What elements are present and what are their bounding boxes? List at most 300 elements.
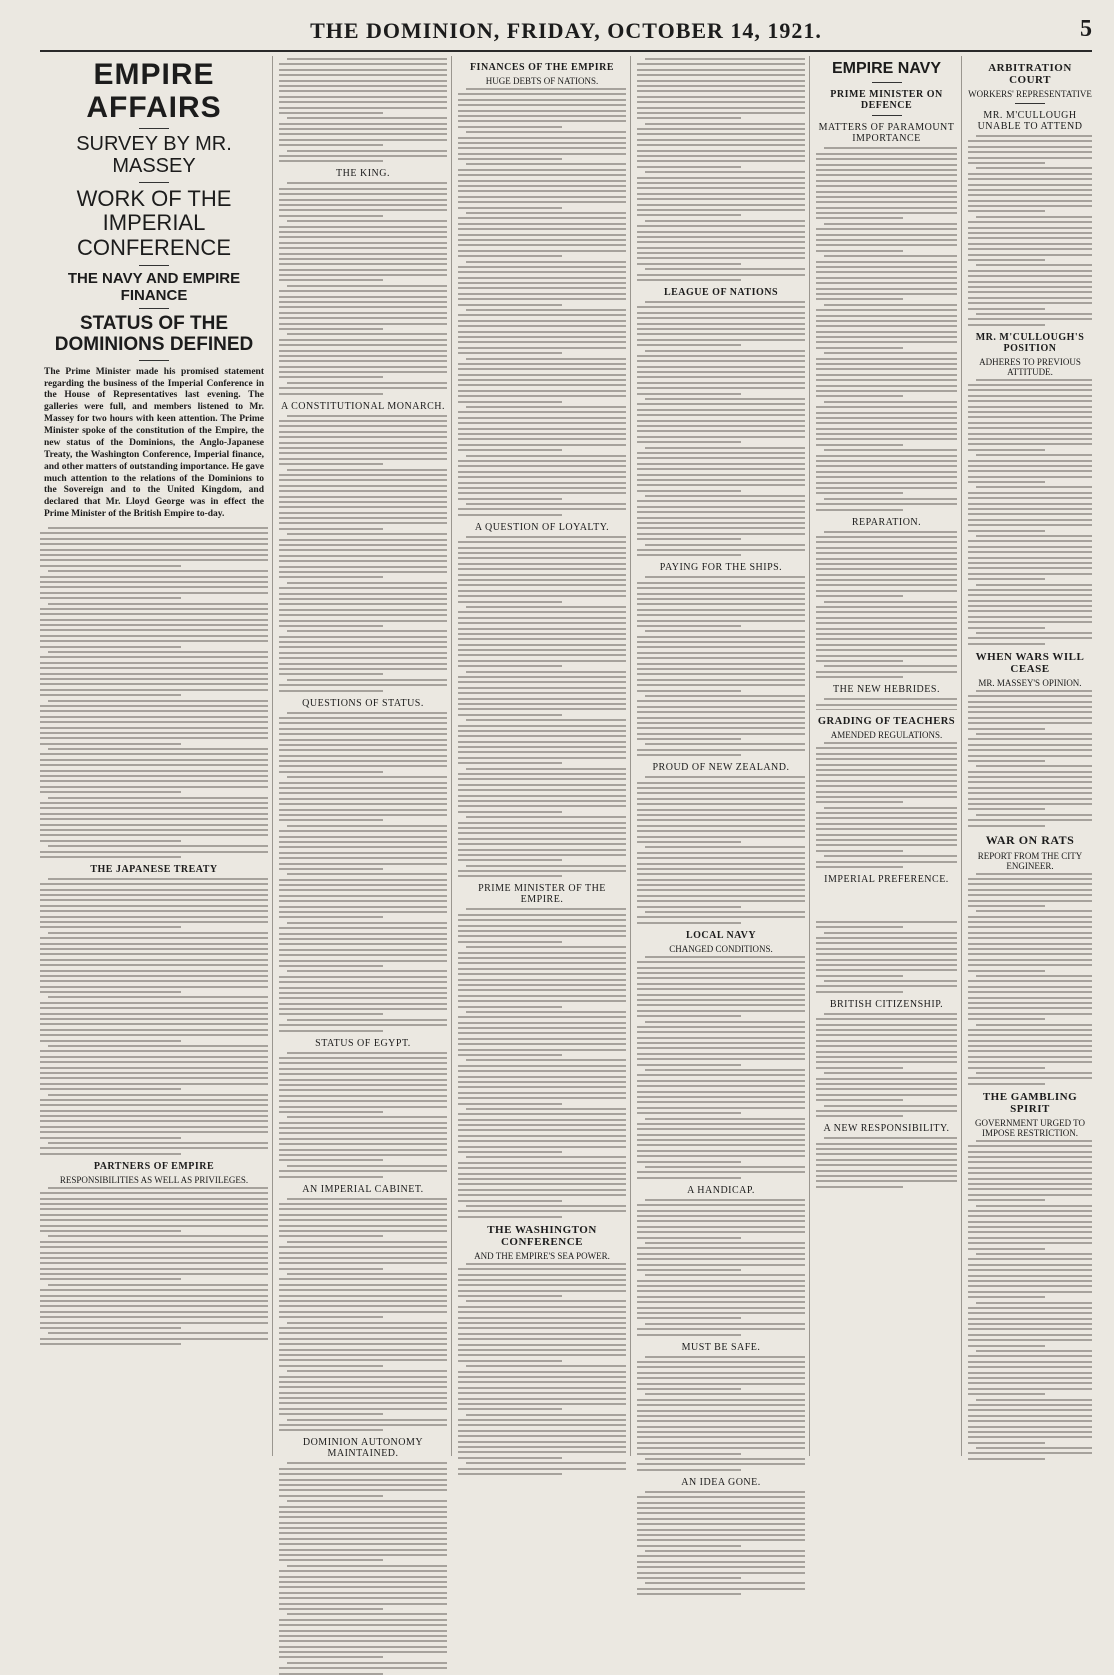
- text-line: [637, 609, 805, 611]
- text-line: [816, 644, 957, 646]
- text-line: [287, 382, 447, 384]
- article-body: [816, 531, 957, 679]
- subhead-deck: AMENDED REGULATIONS.: [830, 730, 943, 740]
- text-line: [968, 411, 1092, 413]
- text-line: [968, 1018, 1045, 1020]
- text-line: [637, 1507, 805, 1509]
- text-line: [816, 812, 957, 814]
- text-line: [968, 465, 1092, 467]
- text-line: [968, 173, 1092, 175]
- text-line: [40, 970, 268, 972]
- text-line: [279, 684, 447, 686]
- text-line: [279, 301, 447, 303]
- text-line: [279, 1376, 447, 1378]
- text-line: [968, 1013, 1092, 1015]
- subhead-british-citizenship: BRITISH CITIZENSHIP.: [829, 998, 944, 1010]
- article-intro: The Prime Minister made his promised statement regarding the business of the Imperial Conference in the House of Representatives last evening. The galleries were full, and members listened to Mr. Massey for two hours with keen attention. The Prime Minister spoke of the constitution of the Empire, the new status of the Dominions, the Anglo-Japanese Treaty, the Washington Conference, Imperial finance, and other matters of outstanding importance. He gave much attention to the relations of the Dominions to the Sovereign and to the United Kingdom, and declared that Mr. Lloyd George was in effect the Prime Minister of the British Empire to-day.: [44, 366, 264, 520]
- text-line: [40, 1278, 181, 1280]
- text-line: [279, 1143, 447, 1145]
- text-line: [968, 1248, 1045, 1250]
- text-line: [279, 506, 447, 508]
- text-line: [816, 1180, 957, 1182]
- text-line: [637, 506, 805, 508]
- text-line: [279, 636, 447, 638]
- body-paragraph: [458, 1156, 626, 1201]
- text-line: [968, 1242, 1092, 1244]
- text-line: [40, 948, 268, 950]
- text-line: [968, 200, 1092, 202]
- text-line: [968, 616, 1092, 618]
- text-line: [466, 1011, 626, 1013]
- text-line: [637, 344, 741, 346]
- text-line: [976, 733, 1092, 735]
- text-line: [458, 93, 626, 95]
- text-line: [637, 323, 805, 325]
- text-line: [645, 1550, 805, 1552]
- text-line: [645, 544, 805, 546]
- text-line: [279, 144, 383, 146]
- text-line: [968, 1415, 1092, 1417]
- text-line: [458, 638, 626, 640]
- text-line: [637, 1010, 805, 1012]
- text-line: [816, 595, 903, 597]
- text-line: [645, 911, 805, 913]
- text-line: [968, 302, 1092, 304]
- text-line: [637, 603, 805, 605]
- text-line: [637, 393, 741, 395]
- body-paragraph: [968, 975, 1092, 1020]
- text-line: [279, 107, 447, 109]
- text-line: [637, 511, 805, 513]
- text-line: [279, 1429, 383, 1431]
- text-line: [458, 584, 626, 586]
- body-paragraph: [816, 665, 957, 678]
- text-line: [637, 1372, 805, 1374]
- text-line: [40, 549, 268, 551]
- text-line: [279, 1225, 447, 1227]
- text-line: [637, 1074, 805, 1076]
- text-line: [816, 288, 957, 290]
- text-line: [458, 935, 626, 937]
- text-line: [458, 1135, 626, 1137]
- text-line: [816, 861, 957, 863]
- text-line: [458, 239, 626, 241]
- text-line: [637, 787, 805, 789]
- text-line: [816, 1024, 957, 1026]
- text-line: [458, 1216, 562, 1218]
- text-line: [458, 331, 626, 333]
- text-line: [637, 474, 805, 476]
- text-line: [968, 1156, 1092, 1158]
- text-line: [458, 735, 626, 737]
- text-line: [637, 441, 741, 443]
- text-line: [279, 296, 447, 298]
- text-line: [458, 811, 562, 813]
- text-line: [637, 182, 805, 184]
- text-line: [458, 762, 562, 764]
- text-line: [816, 471, 957, 473]
- subhead-new-hebrides: THE NEW HEBRIDES.: [833, 684, 940, 696]
- text-line: [279, 312, 447, 314]
- text-line: [40, 629, 268, 631]
- body-paragraph: [968, 454, 1092, 483]
- subhead-deck: WORKERS' REPRESENTATIVE: [968, 89, 1092, 99]
- text-line: [968, 248, 1092, 250]
- body-paragraph: [968, 1024, 1092, 1069]
- body-paragraph: [279, 333, 447, 378]
- text-line: [968, 825, 1045, 827]
- text-line: [968, 1296, 1045, 1298]
- text-line: [816, 1153, 957, 1155]
- text-line: [637, 819, 805, 821]
- text-line: [968, 524, 1092, 526]
- body-paragraph: [968, 264, 1092, 309]
- text-line: [287, 1273, 447, 1275]
- newspaper-title: THE DOMINION, FRIDAY, OCTOBER 14, 1921.: [310, 18, 822, 43]
- text-line: [637, 1436, 805, 1438]
- text-line: [458, 789, 626, 791]
- text-line: [637, 144, 805, 146]
- text-line: [40, 1029, 268, 1031]
- text-line: [40, 1050, 268, 1052]
- text-line: [279, 889, 447, 891]
- text-line: [816, 1115, 903, 1117]
- text-line: [968, 194, 1092, 196]
- text-line: [968, 189, 1092, 191]
- body-paragraph: [279, 469, 447, 530]
- text-line: [458, 914, 626, 916]
- subhead-imperial-preference: IMPERIAL PREFERENCE.: [824, 873, 949, 885]
- text-line: [968, 259, 1045, 261]
- text-line: [40, 824, 268, 826]
- text-line: [458, 660, 626, 662]
- text-line: [466, 455, 626, 457]
- text-line: [645, 398, 805, 400]
- article-body: [968, 690, 1092, 827]
- text-line: [637, 457, 805, 459]
- text-line: [824, 807, 957, 809]
- body-paragraph: [458, 1108, 626, 1153]
- divider: [872, 82, 902, 83]
- text-line: [48, 1284, 268, 1286]
- text-line: [458, 137, 626, 139]
- text-line: [637, 641, 805, 643]
- text-line: [637, 150, 805, 152]
- text-line: [637, 1539, 805, 1541]
- text-line: [279, 1122, 447, 1124]
- text-line: [279, 1295, 447, 1297]
- text-line: [458, 617, 626, 619]
- text-line: [816, 969, 957, 971]
- body-paragraph: [637, 1323, 805, 1336]
- text-line: [458, 875, 562, 877]
- text-line: [968, 953, 1092, 955]
- text-line: [279, 1592, 447, 1594]
- text-line: [279, 1640, 447, 1642]
- subhead-league-of-nations: LEAGUE OF NATIONS: [663, 287, 779, 299]
- text-line: [279, 512, 447, 514]
- body-paragraph: [816, 223, 957, 252]
- text-line: [40, 916, 268, 918]
- body-paragraph: [968, 535, 1092, 580]
- body-paragraph: [968, 216, 1092, 261]
- text-line: [287, 1116, 447, 1118]
- text-line: [816, 1045, 957, 1047]
- text-line: [637, 841, 741, 843]
- text-line: [458, 1076, 626, 1078]
- text-line: [279, 328, 383, 330]
- text-line: [40, 1338, 268, 1340]
- text-line: [279, 792, 447, 794]
- text-line: [816, 1159, 957, 1161]
- text-line: [458, 250, 626, 252]
- text-line: [458, 174, 626, 176]
- headline-war-on-rats: WAR ON RATS: [985, 832, 1075, 847]
- text-line: [458, 1327, 626, 1329]
- text-line: [279, 814, 447, 816]
- text-line: [279, 1527, 447, 1529]
- text-line: [637, 1026, 805, 1028]
- text-line: [968, 755, 1092, 757]
- text-line: [968, 1377, 1092, 1379]
- text-line: [466, 309, 626, 311]
- text-line: [968, 1040, 1092, 1042]
- text-line: [279, 1338, 447, 1340]
- headline-dominions-status: STATUS OF THE DOMINIONS DEFINED: [54, 313, 254, 356]
- text-line: [816, 1099, 903, 1101]
- text-line: [816, 839, 957, 841]
- text-line: [816, 336, 957, 338]
- body-paragraph: [279, 150, 447, 163]
- text-line: [48, 1235, 268, 1237]
- text-line: [968, 1029, 1092, 1031]
- divider: [872, 115, 902, 116]
- text-line: [458, 390, 626, 392]
- text-line: [824, 742, 957, 744]
- text-line: [816, 834, 957, 836]
- body-paragraph: [279, 679, 447, 692]
- text-line: [968, 210, 1045, 212]
- text-line: [458, 498, 562, 500]
- text-line: [40, 818, 268, 820]
- subhead-new-responsibility: A NEW RESPONSIBILITY.: [823, 1123, 950, 1135]
- text-line: [816, 1088, 957, 1090]
- text-line: [968, 237, 1092, 239]
- text-line: [637, 387, 805, 389]
- article-body: [968, 135, 1092, 326]
- subhead-proud-of-new-zealand: PROUD OF NEW ZEALAND.: [652, 762, 790, 774]
- text-line: [279, 1511, 447, 1513]
- text-line: [637, 988, 805, 990]
- text-line: [279, 841, 447, 843]
- text-line: [458, 563, 626, 565]
- text-line: [279, 1424, 447, 1426]
- text-line: [458, 1435, 626, 1437]
- text-line: [279, 976, 447, 978]
- text-line: [637, 1004, 805, 1006]
- text-line: [458, 266, 626, 268]
- text-line: [816, 487, 957, 489]
- text-line: [968, 883, 1092, 885]
- text-line: [458, 1183, 626, 1185]
- text-line: [968, 701, 1092, 703]
- text-line: [458, 784, 626, 786]
- text-line: [637, 1134, 805, 1136]
- article-body: [816, 1137, 957, 1188]
- text-line: [279, 1354, 447, 1356]
- text-line: [968, 964, 1092, 966]
- article-body: [458, 908, 626, 1217]
- text-line: [279, 916, 383, 918]
- text-line: [816, 959, 957, 961]
- text-line: [968, 1355, 1092, 1357]
- text-line: [279, 323, 447, 325]
- text-line: [816, 1051, 957, 1053]
- text-line: [816, 796, 957, 798]
- text-line: [637, 1317, 741, 1319]
- text-line: [976, 486, 1092, 488]
- text-line: [40, 732, 268, 734]
- text-line: [40, 813, 268, 815]
- text-line: [458, 395, 626, 397]
- text-line: [968, 706, 1092, 708]
- text-line: [968, 476, 1092, 478]
- text-line: [968, 1452, 1092, 1454]
- text-line: [816, 611, 957, 613]
- text-line: [40, 1192, 268, 1194]
- text-line: [637, 673, 805, 675]
- text-line: [458, 827, 626, 829]
- article-body: [279, 1052, 447, 1178]
- text-line: [637, 852, 805, 854]
- headline-gambling-spirit: THE GAMBLING SPIRIT: [982, 1090, 1078, 1115]
- text-line: [279, 112, 383, 114]
- text-line: [637, 231, 805, 233]
- text-line: [645, 776, 805, 778]
- text-line: [279, 1522, 447, 1524]
- text-line: [40, 613, 268, 615]
- body-paragraph: [40, 748, 268, 793]
- text-line: [458, 778, 626, 780]
- article-body: [816, 1013, 957, 1117]
- text-line: [968, 1334, 1092, 1336]
- text-line: [637, 782, 805, 784]
- text-line: [637, 1593, 741, 1595]
- body-paragraph: [40, 1094, 268, 1139]
- text-line: [816, 844, 957, 846]
- text-line: [816, 169, 957, 171]
- text-line: [637, 1420, 805, 1422]
- text-line: [458, 1284, 626, 1286]
- text-line: [458, 849, 626, 851]
- text-line: [968, 916, 1092, 918]
- text-line: [279, 1576, 447, 1578]
- text-line: [976, 1072, 1092, 1074]
- text-line: [824, 401, 957, 403]
- text-line: [458, 1189, 626, 1191]
- column-four: [630, 56, 805, 1488]
- body-paragraph: [458, 606, 626, 667]
- text-line: [458, 347, 626, 349]
- text-line: [466, 131, 626, 133]
- body-paragraph: [458, 503, 626, 516]
- text-line: [458, 595, 626, 597]
- text-line: [637, 360, 805, 362]
- text-line: [968, 959, 1092, 961]
- text-line: [458, 649, 626, 651]
- text-line: [458, 552, 626, 554]
- body-paragraph: [637, 447, 805, 492]
- body-paragraph: [279, 1019, 447, 1032]
- text-line: [279, 830, 447, 832]
- text-line: [637, 527, 805, 529]
- body-paragraph: [40, 570, 268, 599]
- body-paragraph: [968, 167, 1092, 212]
- text-line: [968, 1167, 1092, 1169]
- text-line: [968, 1237, 1092, 1239]
- text-line: [637, 500, 805, 502]
- text-line: [968, 1269, 1092, 1271]
- text-line: [637, 1361, 805, 1363]
- text-line: [40, 1131, 268, 1133]
- text-line: [279, 387, 447, 389]
- text-line: [279, 1603, 447, 1605]
- text-line: [637, 1128, 805, 1130]
- text-line: [48, 1187, 268, 1189]
- text-line: [40, 538, 268, 540]
- text-line: [976, 379, 1092, 381]
- text-line: [279, 1484, 447, 1486]
- text-line: [279, 139, 447, 141]
- text-line: [40, 856, 181, 858]
- text-line: [40, 656, 268, 658]
- text-line: [637, 1031, 805, 1033]
- text-line: [279, 1381, 447, 1383]
- text-line: [279, 809, 447, 811]
- body-paragraph: [279, 1500, 447, 1561]
- text-line: [279, 900, 447, 902]
- subhead-prime-minister-empire: PRIME MINISTER OF THE EMPIRE.: [478, 883, 606, 906]
- text-line: [968, 546, 1092, 548]
- text-line: [279, 1030, 383, 1032]
- text-line: [458, 1408, 562, 1410]
- body-paragraph: [637, 495, 805, 540]
- text-line: [637, 636, 805, 638]
- body-paragraph: [968, 1072, 1092, 1085]
- text-line: [637, 889, 805, 891]
- text-line: [279, 128, 447, 130]
- text-line: [816, 633, 957, 635]
- text-line: [458, 363, 626, 365]
- text-line: [637, 663, 805, 665]
- text-line: [458, 1016, 626, 1018]
- text-line: [816, 558, 957, 560]
- text-line: [279, 393, 383, 395]
- text-line: [637, 1328, 805, 1330]
- text-line: [279, 133, 447, 135]
- text-line: [637, 857, 805, 859]
- text-line: [458, 574, 626, 576]
- text-line: [637, 1529, 805, 1531]
- text-line: [287, 712, 447, 714]
- body-paragraph: [968, 1399, 1092, 1444]
- text-line: [645, 1458, 805, 1460]
- text-line: [637, 312, 805, 314]
- text-line: [458, 1446, 626, 1448]
- text-line: [40, 1316, 268, 1318]
- text-line: [279, 501, 447, 503]
- text-line: [40, 619, 268, 621]
